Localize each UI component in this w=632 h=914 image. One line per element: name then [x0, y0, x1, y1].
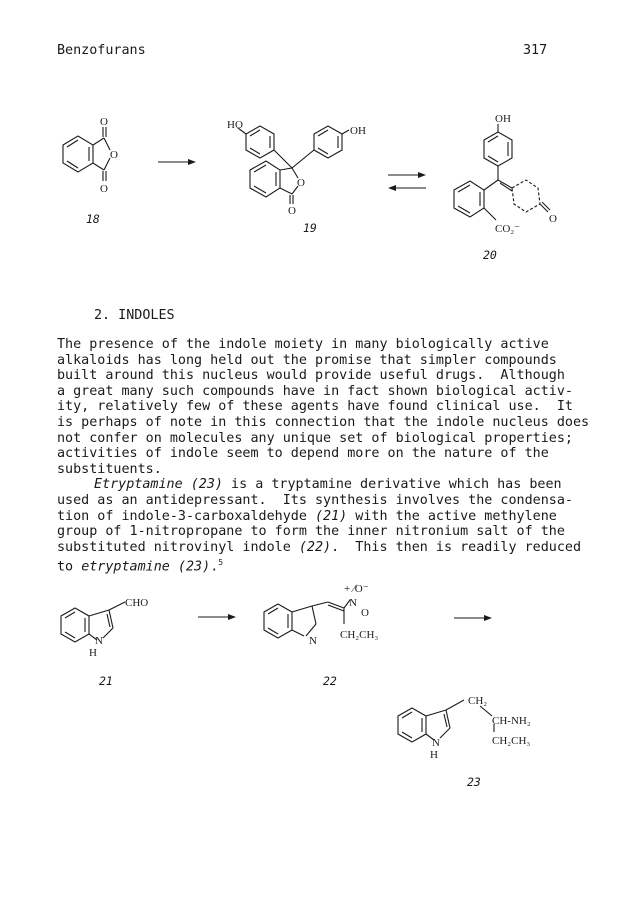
text-line [57, 555, 577, 575]
text-line: activities of indole seem to depend more on the nature of the [57, 446, 549, 462]
compound-name: Etryptamine (23) [94, 477, 223, 493]
text-line: is perhaps of note in this connection that the indole nucleus does [57, 414, 590, 430]
atom-label: N [309, 635, 317, 647]
atom-label: N [349, 597, 357, 609]
compound-ref: (21) [314, 508, 348, 524]
text-line [57, 509, 577, 525]
atom-label: O [549, 213, 557, 225]
text-line: The presence of the indole moiety in many biologically active [57, 337, 549, 352]
compound-label-18: 18 [86, 212, 100, 226]
compound-label-23: 23 [467, 775, 481, 789]
atom-label: O [361, 607, 369, 619]
compound-label-21: 21 [99, 674, 113, 688]
section-heading: 2. INDOLES [94, 308, 175, 323]
reaction-arrow [198, 611, 238, 623]
structure-18 [55, 115, 135, 205]
reaction-arrow [158, 156, 198, 168]
text-line: alkaloids has long held out the promise that simpler compounds [57, 352, 557, 368]
atom-label: OH [495, 113, 511, 125]
atom-label: O [100, 183, 108, 195]
footnote-ref: 5 [218, 558, 224, 568]
atom-label: OH [350, 125, 366, 137]
atom-label: O [100, 116, 108, 128]
text-line: built around this nucleus would provide useful drugs. Although [57, 368, 565, 384]
text-run: with the active methylene [347, 508, 557, 524]
text-run: . [210, 559, 219, 575]
atom-label: CH₂CH₃ [492, 735, 531, 747]
atom-label: HO [227, 119, 243, 131]
text-line: substituents. [57, 461, 162, 477]
text-run: to [57, 559, 82, 575]
text-line: not confer on molecules any unique set of biological properties; [57, 430, 573, 446]
reaction-arrow [454, 612, 494, 624]
text-line [57, 477, 577, 493]
structure-21 [55, 592, 165, 662]
compound-label-19: 19 [303, 221, 317, 235]
atom-label: H [430, 749, 438, 761]
structure-20 [440, 112, 570, 242]
text-run: . This then is readily reduced [331, 539, 582, 555]
equilibrium-arrows [386, 170, 430, 194]
structure-23 [392, 692, 562, 772]
compound-label-22: 22 [323, 674, 337, 688]
text-run: substituted nitrovinyl indole [57, 539, 299, 555]
page-number: 317 [523, 43, 548, 58]
text-run: tion of indole-3-carboxaldehyde [57, 508, 315, 524]
structure-22 [258, 582, 418, 662]
compound-ref: (22) [298, 539, 332, 555]
text-line: group of 1-nitropropane to form the inner nitronium salt of the [57, 524, 565, 540]
compound-label-20: 20 [483, 248, 497, 262]
atom-label: N [95, 635, 103, 647]
atom-label: CH₂ [468, 695, 488, 707]
atom-label: N [432, 737, 440, 749]
compound-ref: etryptamine (23) [81, 559, 211, 575]
text-run: is a tryptamine derivative which has been [223, 477, 562, 493]
text-line [57, 539, 582, 556]
text-line: a great many such compounds have in fact shown biological activ- [57, 383, 573, 399]
atom-label: O [110, 149, 118, 161]
atom-label: CHO [125, 597, 149, 609]
atom-label: CO₂⁻ [495, 223, 520, 235]
body-text [57, 337, 590, 575]
atom-label: H [89, 647, 97, 659]
text-line: used as an antidepressant. Its synthesis involves the condensa- [57, 492, 573, 508]
atom-label: CH-NH₂ [492, 715, 531, 727]
atom-label: O [297, 177, 305, 189]
atom-label: CH₂CH₃ [340, 629, 379, 641]
running-header: Benzofurans [57, 43, 146, 58]
text-line: ity, relatively few of these agents have found clinical use. It [57, 399, 573, 415]
atom-label: O [288, 205, 296, 217]
atom-label: + ∕O⁻ [344, 583, 369, 595]
structure-19 [222, 112, 366, 222]
